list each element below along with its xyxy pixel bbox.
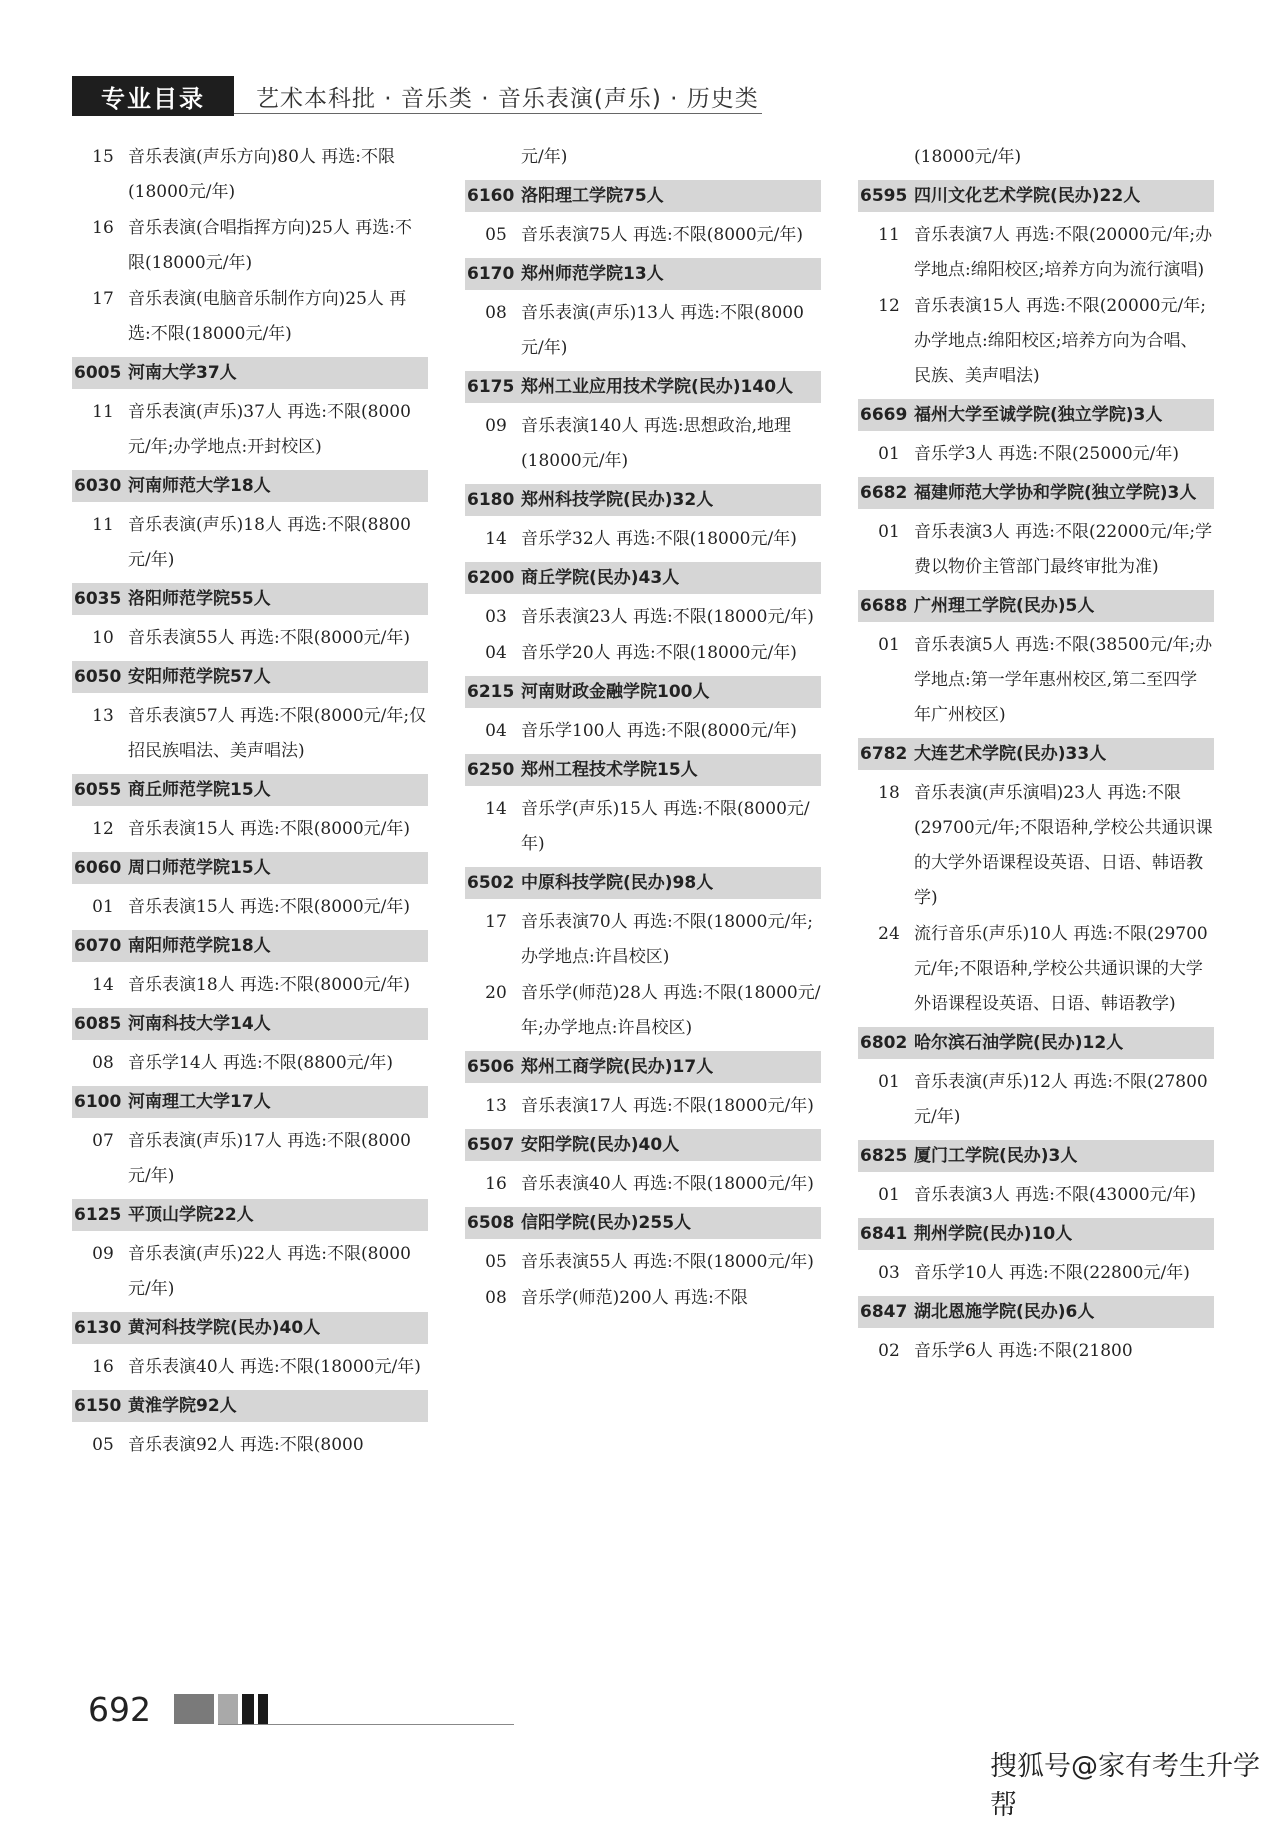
institution-header (72, 1390, 428, 1422)
institution-header (465, 258, 821, 290)
program-entry (858, 218, 1214, 288)
program-text: 音乐表演75人 再选:不限(8000元/年) (521, 225, 804, 245)
program-text: 音乐表演15人 再选:不限(8000元/年) (128, 819, 411, 839)
institution-name: 商丘学院(民办)43人 (521, 568, 680, 588)
institution-name: 郑州师范学院13人 (521, 264, 664, 284)
institution-header (72, 583, 428, 615)
program-code: 17 (485, 912, 507, 932)
program-entry (465, 976, 821, 1046)
program-text: 音乐表演18人 再选:不限(8000元/年) (128, 975, 411, 995)
program-entry (465, 636, 821, 671)
institution-name: 平顶山学院22人 (128, 1205, 254, 1225)
program-code: 05 (92, 1435, 114, 1455)
institution-code: 6682 (860, 483, 908, 503)
program-text: 音乐表演55人 再选:不限(8000元/年) (128, 628, 411, 648)
program-code: 05 (485, 225, 507, 245)
institution-header (858, 1140, 1214, 1172)
institution-code: 6130 (74, 1318, 122, 1338)
program-text: 音乐表演40人 再选:不限(18000元/年) (128, 1357, 421, 1377)
program-text: 音乐表演(电脑音乐制作方向)25人 再选:不限(18000元/年) (128, 289, 407, 344)
institution-code: 6502 (467, 873, 515, 893)
program-entry (465, 1089, 821, 1124)
program-code: 03 (485, 607, 507, 627)
program-code: 01 (92, 897, 114, 917)
institution-code: 6688 (860, 596, 908, 616)
program-entry (72, 1428, 428, 1463)
institution-header (465, 676, 821, 708)
program-text: 音乐表演15人 再选:不限(8000元/年) (128, 897, 411, 917)
institution-code: 6170 (467, 264, 515, 284)
institution-header (465, 754, 821, 786)
program-entry (858, 776, 1214, 916)
institution-header (72, 357, 428, 389)
program-text: 音乐表演17人 再选:不限(18000元/年) (521, 1096, 814, 1116)
program-entry (72, 621, 428, 656)
institution-code: 6175 (467, 377, 515, 397)
institution-header (465, 562, 821, 594)
institution-code: 6825 (860, 1146, 908, 1166)
institution-header (465, 371, 821, 403)
institution-name: 荆州学院(民办)10人 (914, 1224, 1073, 1244)
institution-header (72, 852, 428, 884)
institution-name: 安阳学院(民办)40人 (521, 1135, 680, 1155)
institution-code: 6215 (467, 682, 515, 702)
program-text: 音乐学(师范)28人 再选:不限(18000元/年;办学地点:许昌校区) (521, 983, 821, 1038)
footer-bar (258, 1694, 268, 1724)
institution-name: 郑州工业应用技术学院(民办)140人 (521, 377, 794, 397)
continuation-text: 元/年) (521, 147, 568, 167)
institution-name: 南阳师范学院18人 (128, 936, 271, 956)
institution-name: 黄淮学院92人 (128, 1396, 237, 1416)
institution-name: 中原科技学院(民办)98人 (521, 873, 714, 893)
institution-name: 福州大学至诚学院(独立学院)3人 (914, 405, 1163, 425)
institution-code: 6180 (467, 490, 515, 510)
program-code: 05 (485, 1252, 507, 1272)
institution-name: 信阳学院(民办)255人 (521, 1213, 692, 1233)
page-subtitle: 艺术本科批 · 音乐类 · 音乐表演(声乐) · 历史类 (256, 86, 759, 112)
program-entry (72, 395, 428, 465)
program-code: 03 (878, 1263, 900, 1283)
institution-header (72, 930, 428, 962)
institution-header (858, 1296, 1214, 1328)
institution-name: 河南财政金融学院100人 (521, 682, 710, 702)
institution-name: 郑州科技学院(民办)32人 (521, 490, 714, 510)
institution-name: 洛阳师范学院55人 (128, 589, 271, 609)
institution-code: 6802 (860, 1033, 908, 1053)
program-text: 音乐学(声乐)15人 再选:不限(8000元/年) (521, 799, 810, 854)
program-text: 音乐表演(声乐)12人 再选:不限(27800元/年) (914, 1072, 1208, 1127)
institution-header (72, 1008, 428, 1040)
institution-name: 河南大学37人 (128, 363, 237, 383)
program-code: 09 (92, 1244, 114, 1264)
institution-code: 6595 (860, 186, 908, 206)
institution-header (858, 399, 1214, 431)
institution-header (72, 1199, 428, 1231)
institution-header (858, 477, 1214, 509)
program-code: 17 (92, 289, 114, 309)
program-text: 音乐表演23人 再选:不限(18000元/年) (521, 607, 814, 627)
program-code: 07 (92, 1131, 114, 1151)
program-code: 01 (878, 635, 900, 655)
program-text: 音乐表演70人 再选:不限(18000元/年;办学地点:许昌校区) (521, 912, 813, 967)
institution-header (858, 738, 1214, 770)
institution-code: 6847 (860, 1302, 908, 1322)
program-text: 音乐表演(合唱指挥方向)25人 再选:不限(18000元/年) (128, 218, 413, 273)
program-text: 音乐表演40人 再选:不限(18000元/年) (521, 1174, 814, 1194)
footer-bar (218, 1694, 238, 1724)
program-code: 08 (485, 303, 507, 323)
program-entry (465, 409, 821, 479)
program-entry (465, 218, 821, 253)
institution-header (858, 590, 1214, 622)
column-2 (465, 140, 821, 1317)
institution-header (858, 180, 1214, 212)
institution-name: 河南师范大学18人 (128, 476, 271, 496)
program-text: 音乐表演5人 再选:不限(38500元/年;办学地点:第一学年惠州校区,第二至四学年广州校区) (914, 635, 1213, 725)
program-entry (465, 1281, 821, 1316)
institution-header (858, 1027, 1214, 1059)
program-entry (858, 1256, 1214, 1291)
program-entry (72, 1350, 428, 1385)
institution-code: 6035 (74, 589, 122, 609)
program-text: 音乐表演(声乐方向)80人 再选:不限(18000元/年) (128, 147, 396, 202)
program-text: 音乐表演(声乐)22人 再选:不限(8000元/年) (128, 1244, 411, 1299)
institution-header (72, 1086, 428, 1118)
institution-name: 安阳师范学院57人 (128, 667, 271, 687)
institution-code: 6125 (74, 1205, 122, 1225)
program-code: 08 (92, 1053, 114, 1073)
institution-header (465, 1129, 821, 1161)
institution-name: 广州理工学院(民办)5人 (914, 596, 1095, 616)
program-entry (72, 812, 428, 847)
institution-code: 6005 (74, 363, 122, 383)
program-text: 音乐表演55人 再选:不限(18000元/年) (521, 1252, 814, 1272)
program-text: 音乐学10人 再选:不限(22800元/年) (914, 1263, 1190, 1283)
institution-name: 厦门工学院(民办)3人 (914, 1146, 1078, 1166)
program-entry (72, 968, 428, 1003)
program-code: 04 (485, 721, 507, 741)
column-1 (72, 140, 428, 1464)
institution-code: 6050 (74, 667, 122, 687)
program-entry (72, 282, 428, 352)
header-rule (234, 113, 762, 114)
program-code: 14 (92, 975, 114, 995)
program-entry (858, 289, 1214, 394)
institution-code: 6669 (860, 405, 908, 425)
institution-code: 6060 (74, 858, 122, 878)
institution-name: 洛阳理工学院75人 (521, 186, 664, 206)
institution-code: 6150 (74, 1396, 122, 1416)
program-text: 音乐学(师范)200人 再选:不限 (521, 1288, 748, 1308)
institution-name: 湖北恩施学院(民办)6人 (914, 1302, 1095, 1322)
institution-header (465, 180, 821, 212)
program-entry (858, 1178, 1214, 1213)
program-entry (858, 515, 1214, 585)
institution-header (465, 484, 821, 516)
footer-rule (218, 1724, 514, 1725)
institution-name: 郑州工商学院(民办)17人 (521, 1057, 714, 1077)
institution-code: 6841 (860, 1224, 908, 1244)
program-code: 01 (878, 1072, 900, 1092)
program-code: 04 (485, 643, 507, 663)
program-code: 08 (485, 1288, 507, 1308)
program-code: 01 (878, 444, 900, 464)
institution-code: 6506 (467, 1057, 515, 1077)
institution-code: 6507 (467, 1135, 515, 1155)
program-entry (72, 699, 428, 769)
program-text: 音乐表演3人 再选:不限(43000元/年) (914, 1185, 1197, 1205)
program-entry (465, 792, 821, 862)
program-code: 12 (92, 819, 114, 839)
program-code: 14 (485, 529, 507, 549)
program-text: 流行音乐(声乐)10人 再选:不限(29700元/年;不限语种,学校公共通识课的大学外语课程设英语、日语、韩语教学) (914, 924, 1208, 1014)
program-code: 11 (92, 515, 114, 535)
program-code: 01 (878, 522, 900, 542)
institution-name: 四川文化艺术学院(民办)22人 (914, 186, 1141, 206)
section-label: 专业目录 (101, 84, 205, 113)
institution-name: 郑州工程技术学院15人 (521, 760, 698, 780)
footer-bar (242, 1694, 254, 1724)
program-text: 音乐学3人 再选:不限(25000元/年) (914, 444, 1180, 464)
program-text: 音乐学6人 再选:不限(21800 (914, 1341, 1133, 1361)
program-text: 音乐表演(声乐演唱)23人 再选:不限(29700元/年;不限语种,学校公共通识课的大学外语课程设英语、日语、韩语教学) (914, 783, 1213, 908)
program-code: 10 (92, 628, 114, 648)
program-code: 18 (878, 783, 900, 803)
program-text: 音乐表演(声乐)37人 再选:不限(8000元/年;办学地点:开封校区) (128, 402, 411, 457)
footer-bar (174, 1694, 214, 1724)
program-code: 16 (485, 1174, 507, 1194)
institution-code: 6782 (860, 744, 908, 764)
program-code: 20 (485, 983, 507, 1003)
program-code: 24 (878, 924, 900, 944)
program-entry (465, 1245, 821, 1280)
institution-name: 商丘师范学院15人 (128, 780, 271, 800)
program-code: 16 (92, 218, 114, 238)
institution-code: 6160 (467, 186, 515, 206)
program-text: 音乐表演(声乐)18人 再选:不限(8800元/年) (128, 515, 411, 570)
program-entry (465, 600, 821, 635)
institution-code: 6100 (74, 1092, 122, 1112)
program-text: 音乐学100人 再选:不限(8000元/年) (521, 721, 797, 741)
program-text: 音乐学14人 再选:不限(8800元/年) (128, 1053, 394, 1073)
section-label-box (72, 76, 234, 116)
program-text: 音乐表演92人 再选:不限(8000 (128, 1435, 364, 1455)
institution-code: 6030 (74, 476, 122, 496)
program-code: 11 (878, 225, 900, 245)
program-entry (858, 628, 1214, 733)
program-text: 音乐表演(声乐)13人 再选:不限(8000元/年) (521, 303, 804, 358)
source-credit: 搜狐号@家有考生升学帮 (990, 1751, 1260, 1821)
program-entry (858, 917, 1214, 1022)
program-code: 13 (485, 1096, 507, 1116)
program-entry (72, 211, 428, 281)
institution-header (72, 1312, 428, 1344)
program-code: 13 (92, 706, 114, 726)
program-code: 09 (485, 416, 507, 436)
institution-header (72, 774, 428, 806)
page-number: 692 (88, 1690, 151, 1729)
institution-name: 河南科技大学14人 (128, 1014, 271, 1034)
program-code: 16 (92, 1357, 114, 1377)
program-text: 音乐表演7人 再选:不限(20000元/年;办学地点:绵阳校区;培养方向为流行演唱) (914, 225, 1213, 280)
program-entry (858, 1065, 1214, 1135)
program-entry (72, 1124, 428, 1194)
institution-code: 6200 (467, 568, 515, 588)
institution-name: 哈尔滨石油学院(民办)12人 (914, 1033, 1124, 1053)
institution-header (72, 470, 428, 502)
institution-header (72, 661, 428, 693)
program-entry (465, 714, 821, 749)
program-text: 音乐表演15人 再选:不限(20000元/年;办学地点:绵阳校区;培养方向为合唱、民族、美声唱法) (914, 296, 1206, 386)
institution-name: 福建师范大学协和学院(独立学院)3人 (914, 483, 1197, 503)
program-entry (72, 1237, 428, 1307)
program-text: 音乐表演57人 再选:不限(8000元/年;仅招民族唱法、美声唱法) (128, 706, 427, 761)
institution-name: 河南理工大学17人 (128, 1092, 271, 1112)
program-entry (72, 508, 428, 578)
institution-name: 黄河科技学院(民办)40人 (128, 1318, 321, 1338)
program-entry (465, 296, 821, 366)
program-entry (465, 522, 821, 557)
institution-header (465, 867, 821, 899)
program-code: 15 (92, 147, 114, 167)
program-entry (465, 1167, 821, 1202)
program-code: 12 (878, 296, 900, 316)
institution-code: 6070 (74, 936, 122, 956)
program-entry (465, 905, 821, 975)
column-3 (858, 140, 1214, 1370)
institution-code: 6085 (74, 1014, 122, 1034)
program-code: 11 (92, 402, 114, 422)
program-entry (858, 1334, 1214, 1369)
institution-code: 6508 (467, 1213, 515, 1233)
program-code: 01 (878, 1185, 900, 1205)
institution-code: 6250 (467, 760, 515, 780)
institution-header (465, 1207, 821, 1239)
program-code: 02 (878, 1341, 900, 1361)
program-entry (72, 140, 428, 210)
continuation-text: (18000元/年) (914, 147, 1022, 167)
program-text: 音乐表演3人 再选:不限(22000元/年;学费以物价主管部门最终审批为准) (914, 522, 1213, 577)
program-code: 14 (485, 799, 507, 819)
institution-name: 大连艺术学院(民办)33人 (914, 744, 1107, 764)
program-text: 音乐表演(声乐)17人 再选:不限(8000元/年) (128, 1131, 411, 1186)
program-text: 音乐学32人 再选:不限(18000元/年) (521, 529, 797, 549)
institution-code: 6055 (74, 780, 122, 800)
program-text: 音乐学20人 再选:不限(18000元/年) (521, 643, 797, 663)
program-entry (72, 1046, 428, 1081)
institution-header (465, 1051, 821, 1083)
program-entry (72, 890, 428, 925)
institution-header (858, 1218, 1214, 1250)
program-entry (858, 437, 1214, 472)
institution-name: 周口师范学院15人 (128, 858, 271, 878)
program-text: 音乐表演140人 再选:思想政治,地理(18000元/年) (521, 416, 791, 471)
